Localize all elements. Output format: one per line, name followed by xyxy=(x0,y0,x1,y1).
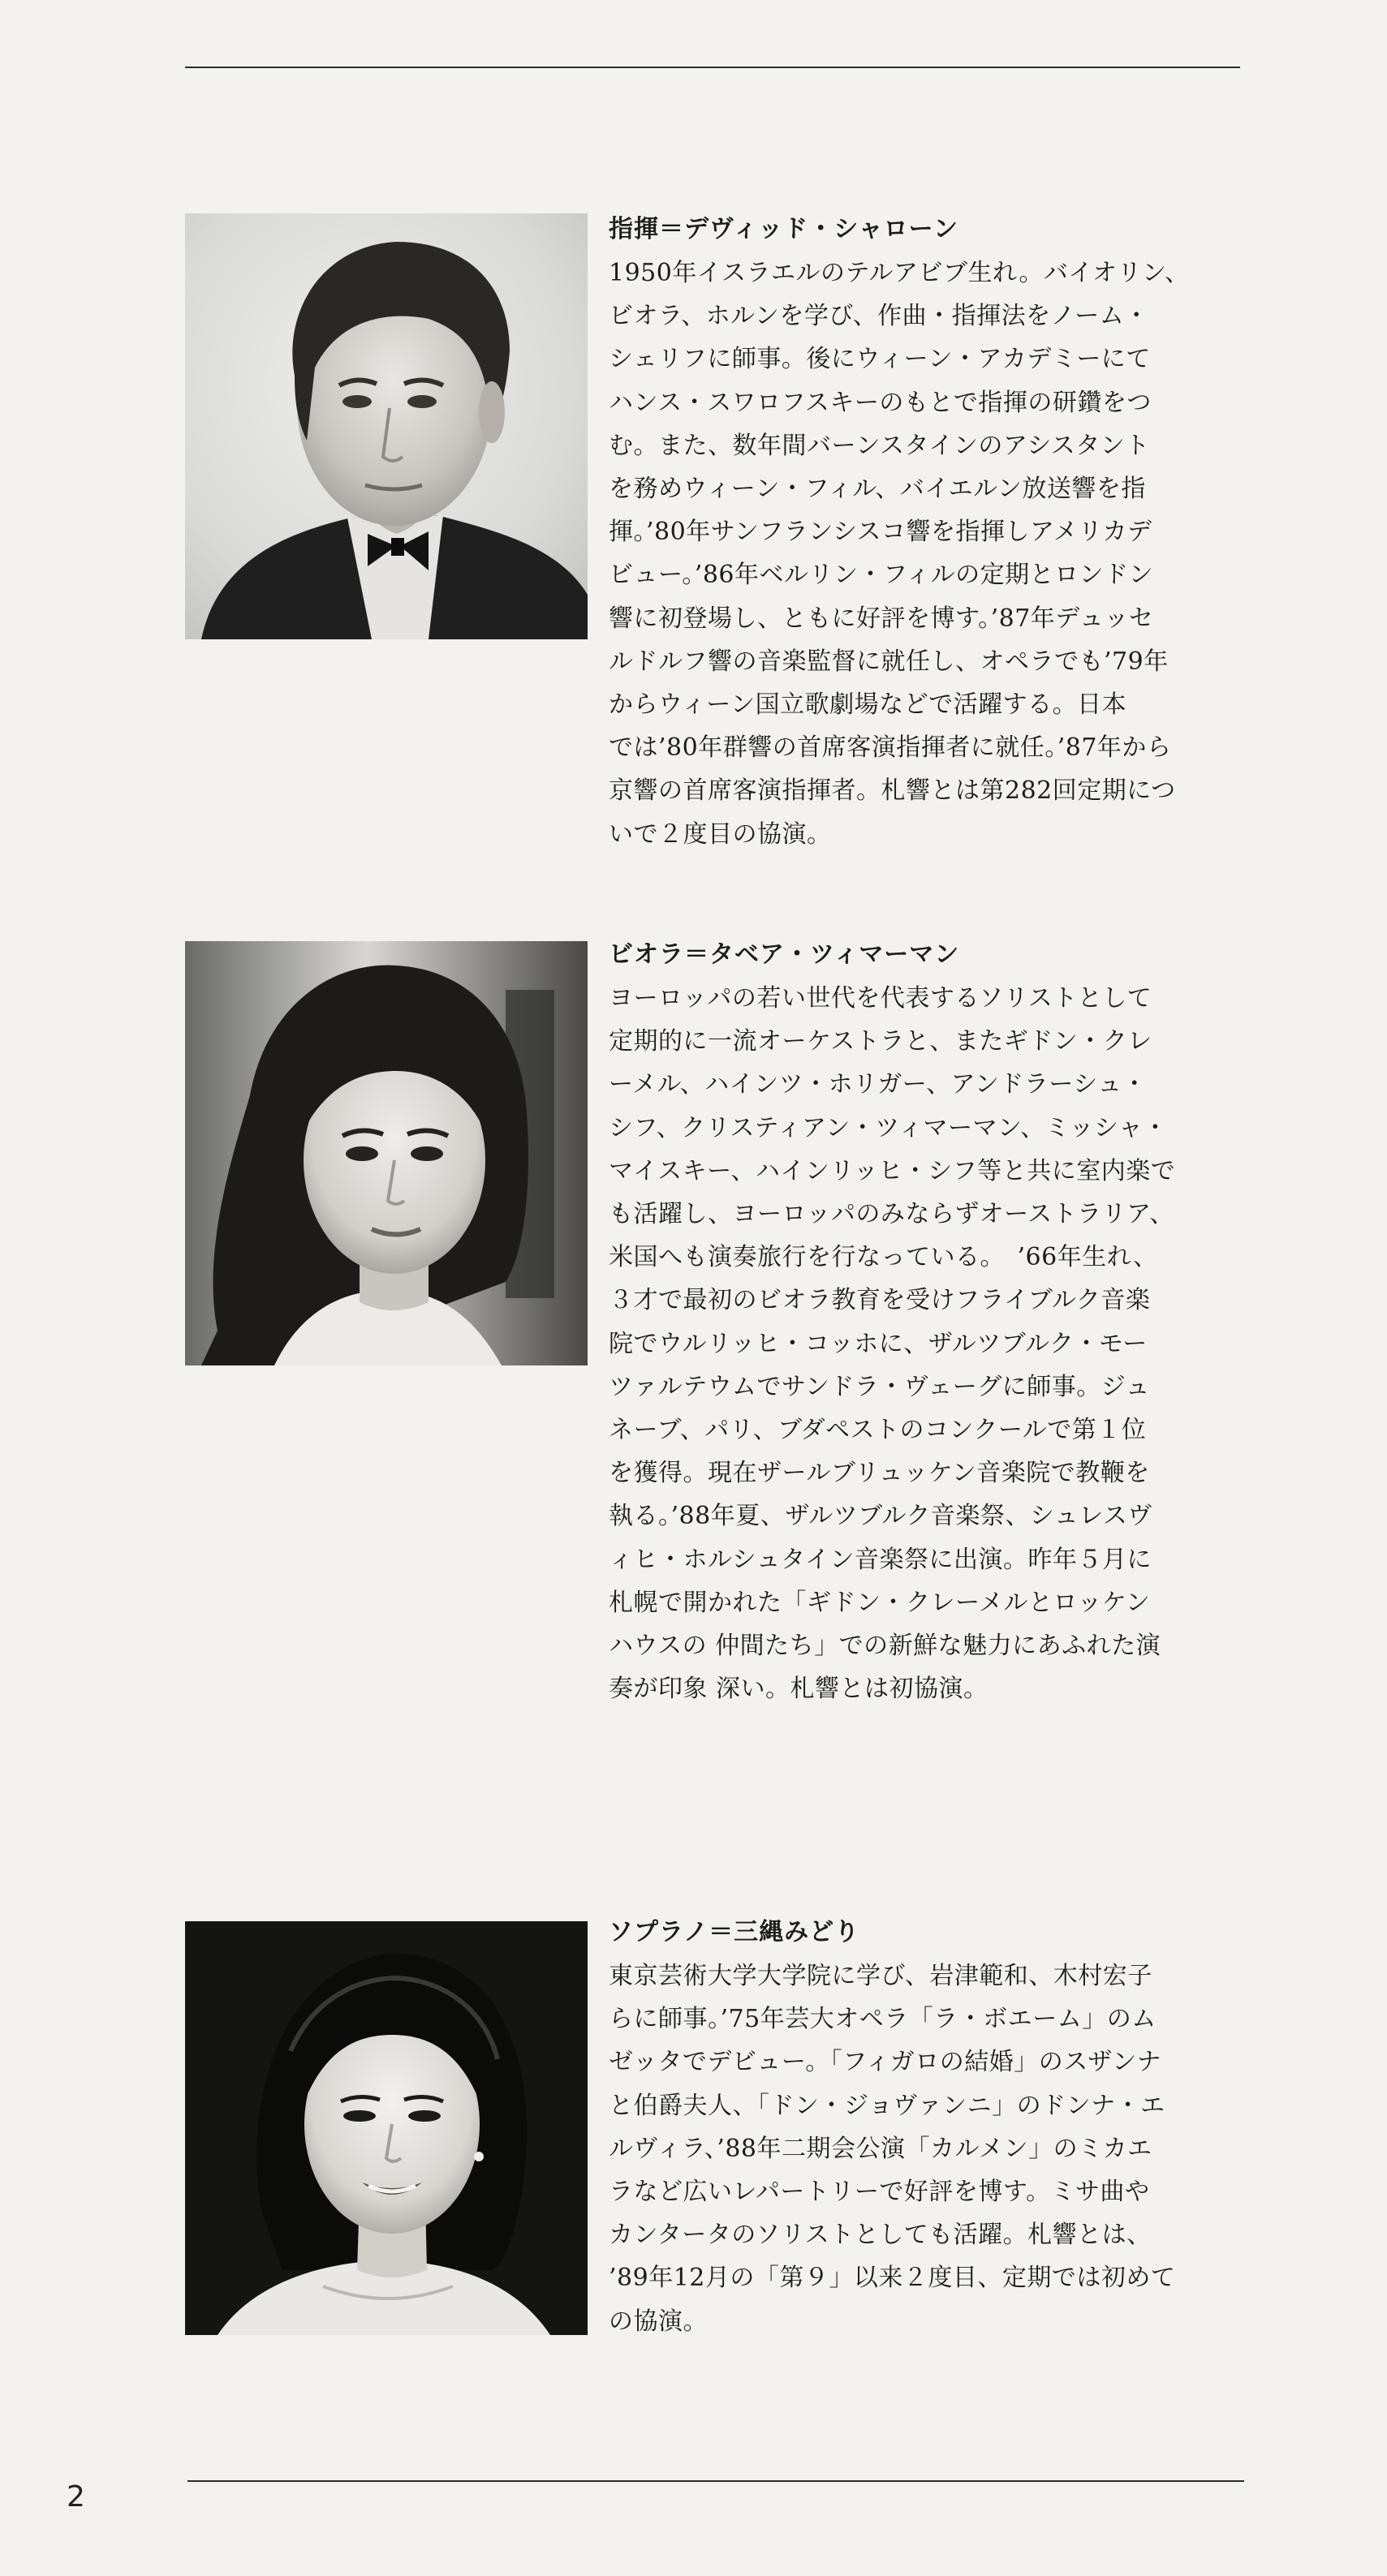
conductor-photo xyxy=(185,213,588,639)
bio-line: いで２度目の協演。 xyxy=(609,819,832,849)
soprano-portrait-image xyxy=(185,1921,588,2335)
soprano-heading: ソプラノ＝三縄みどり xyxy=(609,1918,860,1946)
soprano-bio-text xyxy=(609,1955,1250,2343)
bio-line: 米国へも演奏旅行を行なっている。 ’66年生れ、 xyxy=(609,1243,1158,1272)
top-rule xyxy=(185,67,1240,68)
bio-line: を獲得。現在ザールブリュッケン音楽院で教鞭を xyxy=(609,1459,1150,1488)
bio-line: マイスキー、ハインリッヒ・シフ等と共に室内楽で xyxy=(609,1156,1176,1185)
conductor-bio-text xyxy=(609,252,1250,856)
bio-line: を務めウィーン・フィル、バイエルン放送響を指 xyxy=(609,475,1146,504)
bio-line: カンタータのソリストとしても活躍。札響とは、 xyxy=(609,2221,1152,2250)
bio-line: ルドルフ響の音楽監督に就任し、オペラでも’79年 xyxy=(609,647,1169,676)
bio-line: ツァルテウムでサンドラ・ヴェーグに師事。ジュ xyxy=(609,1372,1151,1401)
conductor-bio xyxy=(609,208,1250,856)
bio-line: と伯爵夫人、「ドン・ジョヴァンニ」のドンナ・エ xyxy=(609,2091,1165,2120)
violist-portrait-image xyxy=(185,941,588,1365)
soprano-bio xyxy=(609,1911,1250,2343)
bio-line: ゼッタでデビュー。「フィガロの結婚」のスザンナ xyxy=(609,2048,1162,2077)
bio-line: ビオラ、ホルンを学び、作曲・指揮法をノーム・ xyxy=(609,302,1149,331)
soprano-photo xyxy=(185,1921,588,2335)
bio-line: ネーブ、パリ、ブダペストのコンクールで第１位 xyxy=(609,1416,1147,1445)
page-number: 2 xyxy=(67,2480,85,2514)
bio-line: 札幌で開かれた「ギドン・クレーメルとロッケン xyxy=(609,1588,1151,1617)
bio-line: 響に初登場し、ともに好評を博す。’87年デュッセ xyxy=(609,604,1154,633)
bio-line: シフ、クリスティアン・ツィマーマン、ミッシャ・ xyxy=(609,1113,1168,1142)
bio-line: では’80年群響の首席客演指揮者に就任。’87年から xyxy=(609,733,1172,763)
conductor-portrait-image xyxy=(185,213,588,639)
bio-line: 定期的に一流オーケストラと、またギドン・クレ xyxy=(609,1027,1152,1056)
bio-line: 院でウルリッヒ・コッホに、ザルツブルク・モー xyxy=(609,1329,1148,1358)
bio-line: ーメル、ハインツ・ホリガー、アンドラーシュ・ xyxy=(609,1070,1148,1099)
bottom-rule xyxy=(187,2480,1244,2482)
bio-line: 揮。’80年サンフランシスコ響を指揮しアメリカデ xyxy=(609,518,1152,547)
bio-line: ’89年12月の「第９」以来２度目、定期では初めて xyxy=(609,2264,1176,2293)
violist-photo xyxy=(185,941,588,1365)
bio-line: 奏が印象 深い。札響とは初協演。 xyxy=(609,1675,989,1704)
bio-line: ハンス・スワロフスキーのもとで指揮の研鑽をつ xyxy=(609,388,1152,417)
bio-line: 執る。’88年夏、ザルツブルク音楽祭、シュレスヴ xyxy=(609,1502,1152,1531)
bio-line: の協演。 xyxy=(609,2307,708,2336)
bio-line: ラなど広いレパートリーで好評を博す。ミサ曲や xyxy=(609,2178,1150,2207)
violist-bio xyxy=(609,933,1250,1710)
bio-line: ィヒ・ホルシュタイン音楽祭に出演。昨年５月に xyxy=(609,1545,1152,1574)
bio-line: からウィーン国立歌劇場などで活躍する。日本 xyxy=(609,690,1127,720)
bio-line: ３才で最初のビオラ教育を受けフライブルク音楽 xyxy=(609,1286,1151,1315)
bio-line: 1950年イスラエルのテルアビブ生れ。バイオリン、 xyxy=(609,259,1190,287)
bio-line: ハウスの 仲間たち」での新鮮な魅力にあふれた演 xyxy=(609,1632,1161,1661)
violist-heading: ビオラ＝タベア・ツィマーマン xyxy=(609,940,960,969)
bio-line: ルヴィラ、’88年二期会公演「カルメン」のミカエ xyxy=(609,2134,1152,2163)
bio-line: も活躍し、ヨーロッパのみならずオーストラリア、 xyxy=(609,1200,1174,1229)
bio-line: ヨーロッパの若い世代を代表するソリストとして xyxy=(609,984,1152,1013)
bio-line: シェリフに師事。後にウィーン・アカデミーにて xyxy=(609,345,1151,374)
conductor-heading: 指揮＝デヴィッド・シャローン xyxy=(609,215,958,243)
bio-line: 京響の首席客演指揮者。札響とは第282回定期につ xyxy=(609,776,1176,806)
violist-bio-text xyxy=(609,977,1250,1710)
bio-line: ビュー。’86年ベルリン・フィルの定期とロンドン xyxy=(609,561,1154,590)
bio-line: らに師事。’75年芸大オペラ「ラ・ボエーム」のム xyxy=(609,2005,1157,2034)
bio-line: 東京芸術大学大学院に学び、岩津範和、木村宏子 xyxy=(609,1962,1152,1990)
bio-line: む。また、数年間バーンスタインのアシスタント xyxy=(609,431,1150,460)
